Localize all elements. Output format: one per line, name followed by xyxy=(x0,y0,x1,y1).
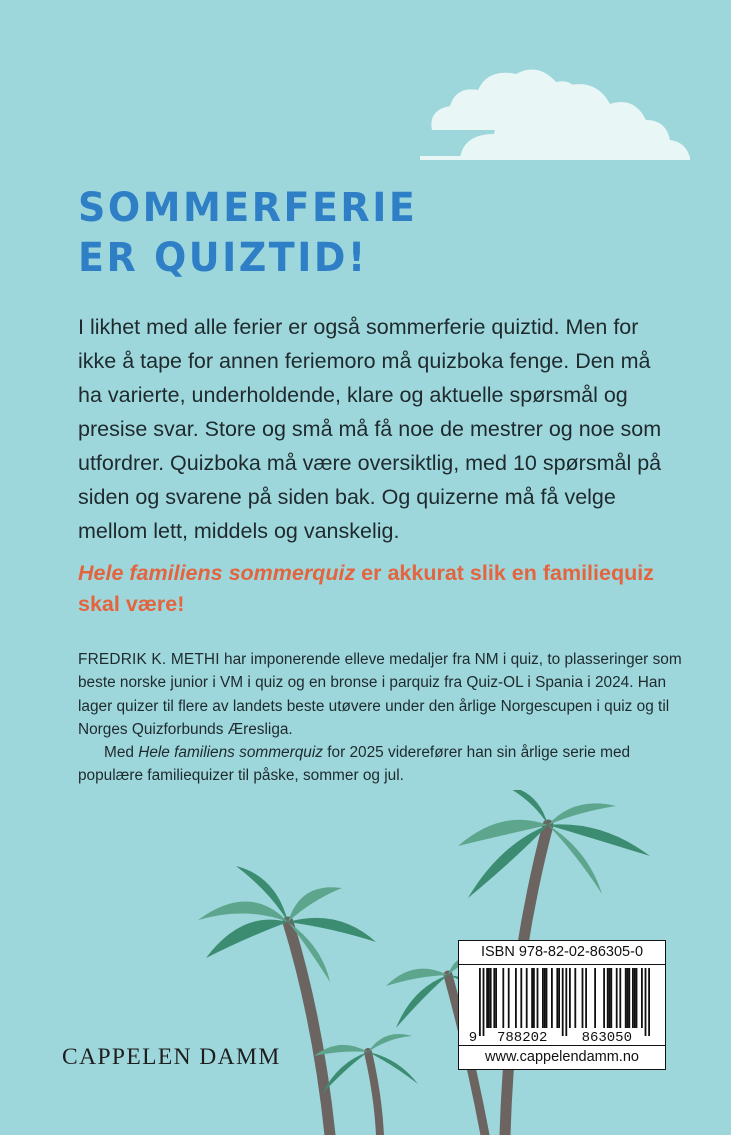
barcode-bar xyxy=(479,968,481,1036)
barcode-bar xyxy=(609,968,611,1028)
barcode-bar xyxy=(551,968,553,1028)
barcode-bar xyxy=(502,968,504,1028)
barcode-bar xyxy=(634,968,636,1028)
author-bio-text-2-start: Med xyxy=(104,744,139,762)
publisher-url: www.cappelendamm.no xyxy=(459,1045,665,1069)
barcode-bar xyxy=(648,968,650,1036)
barcode-bar xyxy=(483,968,485,1036)
barcode-bar xyxy=(641,968,643,1028)
barcode-bar xyxy=(610,968,612,1028)
author-bio-text-1: har imponerende elleve medaljer fra NM i quiz, to plasseringer som beste norske junior i VM i quiz og en bronse i parquiz fra Quiz-OL i Spania i 2024. Han lager quizer til flere av landets beste utøvere under den årlige Norgescupen i quiz og til Norges Quizforbunds Æresliga. xyxy=(78,651,682,738)
isbn-label: ISBN 978-82-02-86305-0 xyxy=(459,941,665,965)
headline-line-2: ER QUIZTID! xyxy=(78,234,368,281)
barcode-bar xyxy=(562,968,564,1036)
barcode-bar xyxy=(520,968,522,1028)
barcode-bar xyxy=(544,968,546,1028)
barcode-bar xyxy=(585,968,587,1028)
barcode-bar xyxy=(636,968,638,1028)
barcode-bar xyxy=(526,968,528,1028)
barcode-bar xyxy=(627,968,629,1028)
barcode-bar xyxy=(531,968,533,1028)
barcode-bar xyxy=(486,968,488,1028)
barcode-bar xyxy=(616,968,618,1028)
publisher-logo: CAPPELEN DAMM xyxy=(62,1044,281,1070)
barcode-bar xyxy=(569,968,571,1028)
tagline xyxy=(78,558,678,620)
barcode-bar xyxy=(515,968,517,1028)
barcode-bar xyxy=(546,968,548,1028)
tagline-rest: er akkurat slik en familiequiz skal være! xyxy=(78,561,654,616)
author-bio-paragraph-2 xyxy=(78,741,688,788)
intro-paragraph: I likhet med alle ferier er også sommerferie quiztid. Men for ikke å tape for annen feriemoro må quizboka fenge. Den må ha varierte, underholdende, klare og aktuelle spørsmål og presise svar. Store og små må få noe de mestrer og noe som utfordrer. Quizboka må være oversiktlig, med 10 spørsmål på siden og svarene på siden bak. Og quizerne må få velge mellom lett, middels og vanskelig. xyxy=(78,315,662,543)
barcode-bar xyxy=(632,968,634,1028)
tagline-title: Hele familiens sommerquiz xyxy=(78,561,356,585)
barcode xyxy=(465,968,659,1042)
barcode-bar xyxy=(619,968,621,1028)
barcode-bar xyxy=(594,968,596,1028)
barcode-bar xyxy=(603,968,605,1028)
barcode-bar xyxy=(542,968,544,1028)
barcode-bar xyxy=(488,968,490,1028)
barcode-bar xyxy=(508,968,510,1028)
author-bio-text-2-rest: for 2025 viderefører han sin årlige serie med populære familiequizer til påske, sommer og jul. xyxy=(78,744,631,785)
barcode-bar xyxy=(565,968,567,1036)
barcode-bar xyxy=(574,968,576,1028)
barcode-digits-right: 863050 xyxy=(581,1030,633,1042)
barcode-digits-left: 788202 xyxy=(496,1030,548,1042)
barcode-bar xyxy=(493,968,495,1028)
barcode-bar xyxy=(645,968,647,1036)
barcode-bar xyxy=(533,968,535,1028)
author-bio-book-title: Hele familiens sommerquiz xyxy=(138,744,323,762)
barcode-bar xyxy=(495,968,497,1028)
barcode-bar xyxy=(537,968,539,1028)
barcode-bar xyxy=(628,968,630,1028)
author-bio-paragraph-1 xyxy=(78,648,688,741)
barcode-bar xyxy=(490,968,492,1028)
author-name: FREDRIK K. METHI xyxy=(78,651,220,668)
barcode-bar xyxy=(556,968,558,1028)
barcode-bar xyxy=(625,968,627,1028)
barcode-bar xyxy=(558,968,560,1028)
barcode-box xyxy=(458,940,666,1070)
barcode-digit-first: 9 xyxy=(468,1030,478,1042)
cloud-icon xyxy=(420,60,700,170)
headline-line-1: SOMMERFERIE xyxy=(78,184,418,231)
barcode-bar xyxy=(582,968,584,1028)
headline xyxy=(78,182,417,283)
barcode-bar xyxy=(607,968,609,1028)
author-bio xyxy=(78,648,688,788)
